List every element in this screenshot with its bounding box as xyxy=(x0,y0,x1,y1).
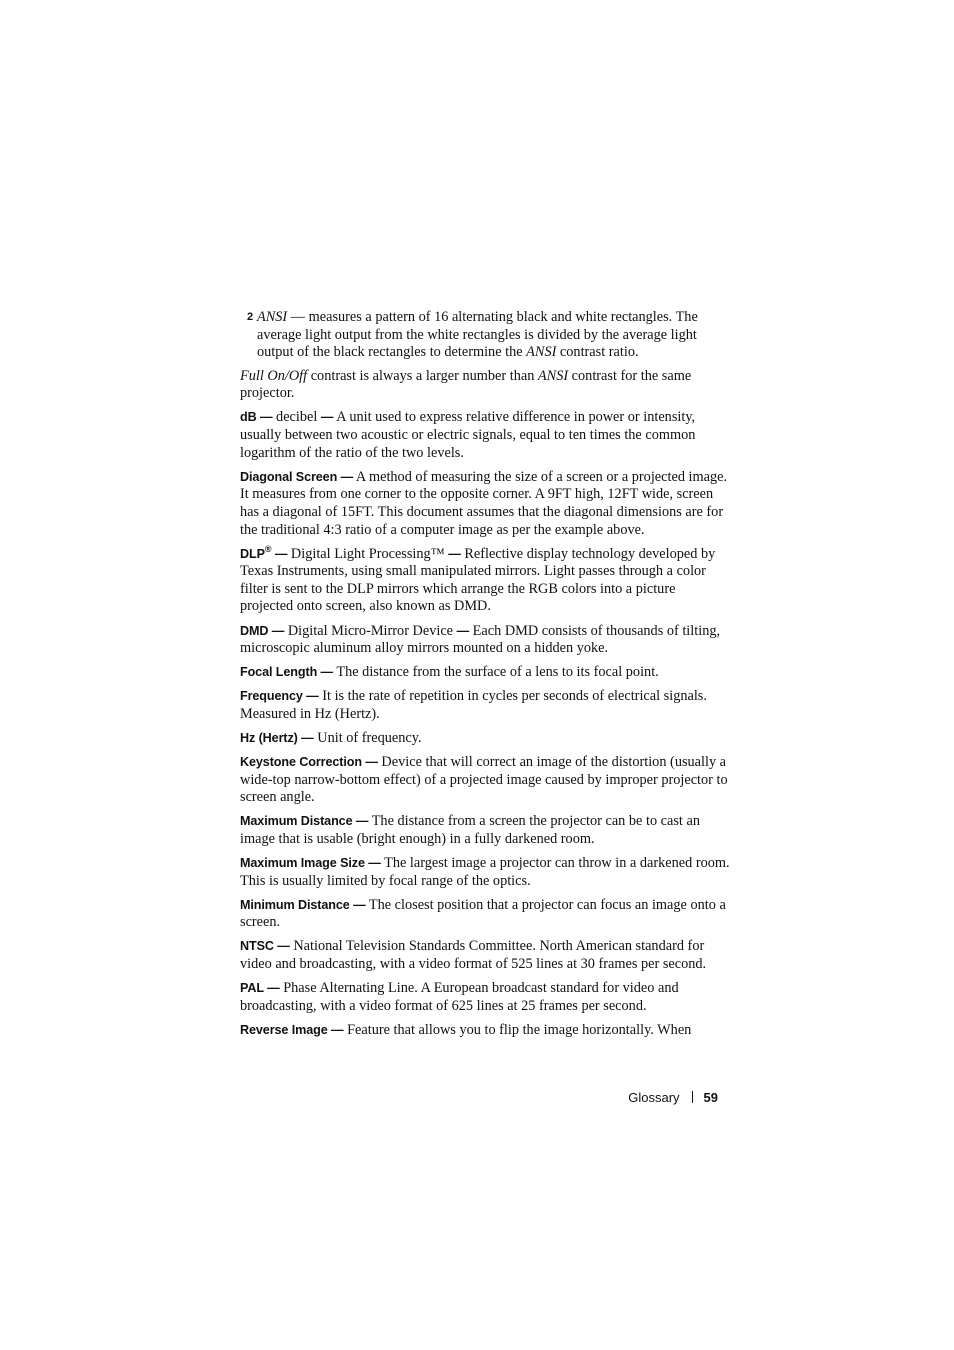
entry-text: Unit of frequency. xyxy=(313,729,422,746)
ansi-term: ANSI xyxy=(257,309,288,325)
note-number: 2 xyxy=(247,311,254,323)
entry-text: Feature that allows you to flip the image horizontally. When xyxy=(343,1021,692,1038)
entry-term-tail: — xyxy=(271,546,288,561)
glossary-entry-ntsc xyxy=(240,938,730,973)
glossary-entry-db xyxy=(240,409,730,462)
entry-text: Device that will correct an image of the distortion (usually a wide-top narrow-bottom effect) of a projected image caused by improper projector to screen angle. xyxy=(240,754,728,806)
glossary-content xyxy=(240,309,730,1046)
glossary-entry-maximum-image-size xyxy=(240,855,730,890)
page-footer xyxy=(600,1089,718,1106)
entry-text: The distance from a screen the projector can be to cast an image that is usable (bright enough) in a fully darkened room. xyxy=(240,813,700,847)
glossary-entry-frequency xyxy=(240,688,730,723)
glossary-entry-reverse-image xyxy=(240,1022,730,1040)
entry-term: NTSC — xyxy=(240,939,290,954)
entry-text: Digital Micro-Mirror Device xyxy=(284,622,457,639)
page-number: 59 xyxy=(703,1090,718,1105)
glossary-entry-hz xyxy=(240,730,730,748)
entry-term: Diagonal Screen — xyxy=(240,469,354,484)
entry-term: Keystone Correction — xyxy=(240,755,378,770)
entry-term: Reverse Image — xyxy=(240,1022,344,1037)
entry-term: dB — xyxy=(240,410,273,425)
entry-text: decibel xyxy=(272,409,321,426)
glossary-entry-minimum-distance xyxy=(240,897,730,932)
full-on-off-text-1: contrast is always a larger number than xyxy=(307,367,538,384)
entry-term: Frequency — xyxy=(240,689,319,704)
entry-text: Phase Alternating Line. A European broadcast standard for video and broadcasting, with a video format of 625 lines at 25 frames per second. xyxy=(240,980,679,1014)
entry-text-2: Each DMD consists of thousands of tilting, microscopic aluminum alloy mirrors mounted on a hidden yoke. xyxy=(240,622,721,657)
entry-text: The largest image a projector can throw in a darkened room. This is usually limited by focal range of the optics. xyxy=(240,855,730,889)
ansi-text-1: — measures a pattern of 16 alternating black and white rectangles. The average light output from the white rectangles is divided by the average light output of the black rectangles to determine the xyxy=(257,309,698,361)
glossary-entry-diagonal-screen xyxy=(240,469,730,539)
entry-term: DLP xyxy=(240,546,265,561)
entry-text: A method of measuring the size of a screen or a projected image. It measures from one corner to the opposite corner. A 9FT high, 12FT wide, screen has a diagonal of 15FT. This document assumes that the diagonal dimensions are for the traditional 4:3 ratio of a computer image as per the example above. xyxy=(240,468,728,538)
entry-text-2: Reflective display technology developed by Texas Instruments, using small manipulated mirrors. Light passes through a color filter is sent to the DLP mirrors which arrange the RGB colors into a picture projected onto screen, also known as DMD. xyxy=(240,545,716,615)
ansi-note xyxy=(240,309,730,362)
entry-text: The distance from the surface of a lens to its focal point. xyxy=(333,664,659,681)
entry-dash: — xyxy=(320,410,334,425)
full-on-off-text-2: contrast for the same projector. xyxy=(240,367,692,402)
entry-term: Minimum Distance — xyxy=(240,897,366,912)
ansi-term-2: ANSI xyxy=(526,344,557,361)
glossary-entry-pal xyxy=(240,980,730,1015)
entry-term: Hz (Hertz) — xyxy=(240,730,314,745)
full-on-off-note xyxy=(240,368,730,403)
entry-term: Maximum Distance — xyxy=(240,814,369,829)
registered-mark: ® xyxy=(264,543,272,554)
entry-term: Focal Length — xyxy=(240,665,334,680)
footer-section-title: Glossary xyxy=(628,1090,680,1105)
glossary-entry-dmd xyxy=(240,623,730,658)
full-on-off-term-2: ANSI xyxy=(537,367,569,384)
glossary-entry-dlp xyxy=(240,543,730,616)
entry-term: Maximum Image Size — xyxy=(240,856,381,871)
entry-text: National Television Standards Committee. North American standard for video and broadcasting, with a video format of 525 lines at 30 frames per second. xyxy=(240,938,707,972)
entry-term: DMD — xyxy=(240,623,285,638)
entry-dash: — xyxy=(448,546,461,561)
entry-term: PAL — xyxy=(240,981,280,996)
entry-text: It is the rate of repetition in cycles per seconds of electrical signals. Measured in Hz (Hertz). xyxy=(240,688,707,722)
glossary-entry-maximum-distance xyxy=(240,813,730,848)
entry-text: Digital Light Processing™ xyxy=(287,545,449,562)
full-on-off-term: Full On/Off xyxy=(240,367,308,384)
footer-separator xyxy=(692,1091,693,1103)
entry-dash: — xyxy=(456,623,470,638)
entry-text-2: A unit used to express relative difference in power or intensity, usually between two acoustic or electric signals, equal to ten times the common logarithm of the ratio of the two levels. xyxy=(240,409,696,461)
glossary-entry-focal-length xyxy=(240,664,730,682)
glossary-entry-keystone-correction xyxy=(240,754,730,807)
entry-text: The closest position that a projector can focus an image onto a screen. xyxy=(240,896,726,931)
ansi-text-2: contrast ratio. xyxy=(556,344,639,361)
